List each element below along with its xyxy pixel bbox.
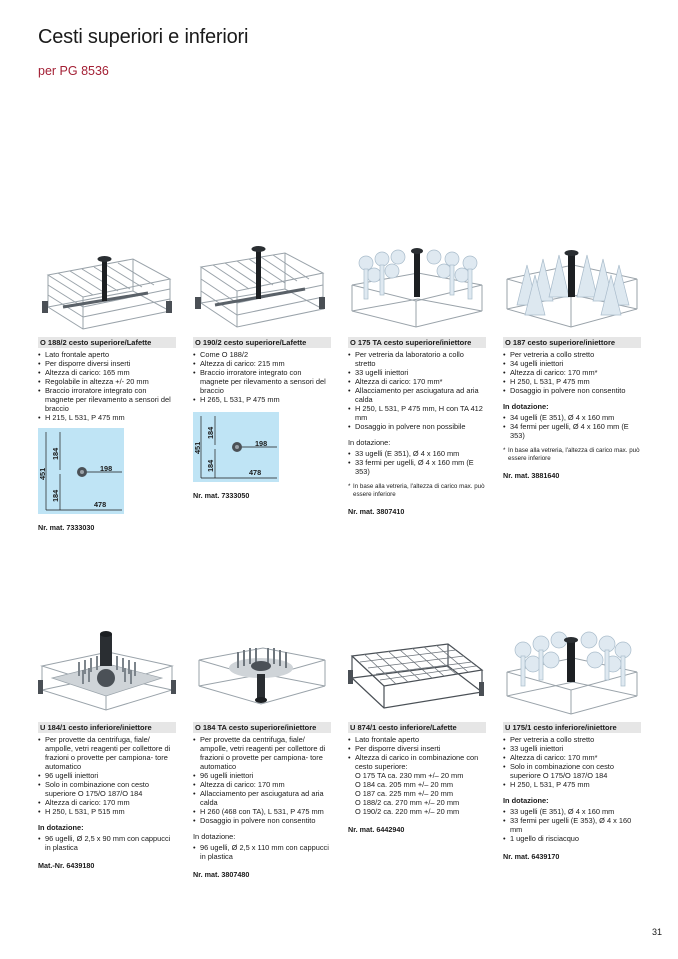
feature-item: • 34 ugelli iniettori xyxy=(503,359,641,368)
page-title: Cesti superiori e inferiori xyxy=(38,26,249,48)
feature-item: • Per provette da centrifuga, fiale/ ampolle, vetri reagenti per collettore di frazioni o provette per campiona- tore automatico xyxy=(38,735,176,771)
feature-list xyxy=(193,735,331,825)
feature-item: • Dosaggio in polvere non possibile xyxy=(348,422,486,431)
dotazione-item: • 96 ugelli, Ø 2,5 x 110 mm con cappucci in plastica xyxy=(193,843,331,861)
feature-item: • Altezza di carico in combinazione con cesto superiore: xyxy=(348,753,486,771)
dotazione-item: • 33 fermi per ugelli (E 353), Ø 4 x 160 mm xyxy=(503,816,641,834)
feature-item: • Solo in combinazione con cesto superiore O 175/O 187/O 184 xyxy=(503,762,641,780)
page-subtitle: per PG 8536 xyxy=(38,64,109,78)
dotazione-label: In dotazione: xyxy=(503,402,549,411)
basket-image-u175 xyxy=(503,630,641,718)
product-card-o175ta xyxy=(348,245,486,516)
dotazione-list xyxy=(193,843,331,861)
basket-image-o190 xyxy=(193,245,331,333)
product-card-o190 xyxy=(193,245,331,500)
feature-item: • 33 ugelli iniettori xyxy=(348,368,486,377)
footnote: * In base alla vetreria, l'altezza di carico max. può essere inferiore xyxy=(348,483,485,498)
feature-list xyxy=(38,350,176,422)
dotazione-label: In dotazione: xyxy=(193,832,236,841)
feature-item: • Altezza di carico: 170 mm* xyxy=(503,368,641,377)
footnote: * In base alla vetreria, l'altezza di carico max. può essere inferiore xyxy=(503,447,640,462)
card-heading: O 187 cesto superiore/iniettore xyxy=(503,337,641,348)
feature-item: • Braccio irroratore integrato con magnete per rilevamento a sensori del braccio xyxy=(193,368,331,395)
feature-item: • Altezza di carico: 170 mm xyxy=(38,798,176,807)
card-heading: O 190/2 cesto superiore/Lafette xyxy=(193,337,331,348)
feature-item: • Solo in combinazione con cesto superiore O 175/O 187/O 184 xyxy=(38,780,176,798)
dimension-diagram xyxy=(38,428,124,514)
feature-list xyxy=(503,735,641,789)
dimension-top: 184 xyxy=(206,426,215,439)
feature-subitem: O 188/2 ca. 270 mm +/– 20 mm xyxy=(355,798,460,807)
feature-item: • H 260 (468 con TA), L 531, P 475 mm xyxy=(193,807,331,816)
feature-list xyxy=(193,350,331,404)
feature-item: • Altezza di carico: 215 mm xyxy=(193,359,331,368)
dotazione-list xyxy=(503,413,641,440)
feature-item: • Regolabile in altezza +/- 20 mm xyxy=(38,377,176,386)
dotazione-label: In dotazione: xyxy=(38,823,84,832)
feature-item: • Altezza di carico: 170 mm* xyxy=(348,377,486,386)
dotazione-label: In dotazione: xyxy=(348,438,391,447)
feature-item: • Come O 188/2 xyxy=(193,350,331,359)
footnote-text: In base alla vetreria, l'altezza di carico max. può essere inferiore xyxy=(353,483,485,498)
feature-item: • 96 ugelli iniettori xyxy=(38,771,176,780)
dimension-right: 198 xyxy=(255,439,268,448)
dotazione-item: • 96 ugelli, Ø 2,5 x 90 mm con cappucci in plastica xyxy=(38,834,176,852)
feature-item: • Per vetreria a collo stretto xyxy=(503,735,641,744)
product-card-o187 xyxy=(503,245,641,480)
feature-item: • Braccio irroratore integrato con magnete per rilevamento a sensori del braccio xyxy=(38,386,176,413)
feature-item: • H 250, L 531, P 475 mm, H con TA 412 mm xyxy=(348,404,486,422)
dotazione-list xyxy=(348,449,486,476)
feature-subitem: O 187 ca. 225 mm +/– 20 mm xyxy=(355,789,453,798)
dotazione-item: • 33 fermi per ugelli, Ø 4 x 160 mm (E 353) xyxy=(348,458,486,476)
feature-item: • Lato frontale aperto xyxy=(38,350,176,359)
product-card-u874 xyxy=(348,630,486,834)
dotazione-item: • 33 ugelli (E 351), Ø 4 x 160 mm xyxy=(348,449,486,458)
feature-item: • Dosaggio in polvere non consentito xyxy=(193,816,331,825)
card-heading: U 184/1 cesto inferiore/iniettore xyxy=(38,722,176,733)
material-number: Nr. mat. 3807480 xyxy=(193,870,250,879)
dimension-top: 184 xyxy=(51,447,60,460)
feature-item: • Altezza di carico: 170 mm* xyxy=(503,753,641,762)
feature-item: • Altezza di carico: 165 mm xyxy=(38,368,176,377)
product-card-o184ta xyxy=(193,630,331,879)
basket-image-o175ta xyxy=(348,245,486,333)
dotazione-label: In dotazione: xyxy=(503,796,549,805)
feature-list xyxy=(348,350,486,431)
feature-item: • Allacciamento per asciugatura ad aria calda xyxy=(193,789,331,807)
feature-item: • H 215, L 531, P 475 mm xyxy=(38,413,176,422)
feature-item: • 96 ugelli iniettori xyxy=(193,771,331,780)
material-number: Nr. mat. 3881640 xyxy=(503,471,560,480)
material-number: Nr. mat. 3807410 xyxy=(348,507,405,516)
dimension-width: 478 xyxy=(94,500,107,509)
feature-item: • H 265, L 531, P 475 mm xyxy=(193,395,331,404)
feature-subitem: O 175 TA ca. 230 mm +/– 20 mm xyxy=(355,771,464,780)
card-heading: U 175/1 cesto inferiore/iniettore xyxy=(503,722,641,733)
product-card-o188 xyxy=(38,245,176,532)
dotazione-item: • 33 ugelli (E 351), Ø 4 x 160 mm xyxy=(503,807,641,816)
feature-subitem: O 184 ca. 205 mm +/– 20 mm xyxy=(355,780,453,789)
basket-image-u874 xyxy=(348,630,486,718)
feature-list xyxy=(38,735,176,816)
card-heading: U 874/1 cesto inferiore/Lafette xyxy=(348,722,486,733)
basket-image-o187 xyxy=(503,245,641,333)
feature-item: • Lato frontale aperto xyxy=(348,735,486,744)
dimension-right: 198 xyxy=(100,464,113,473)
dotazione-item: • 34 ugelli (E 351), Ø 4 x 160 mm xyxy=(503,413,641,422)
material-number: Mat.-Nr. 6439180 xyxy=(38,861,95,870)
dotazione-item: • 1 ugello di risciacquo xyxy=(503,834,641,843)
dimension-bottom: 184 xyxy=(206,459,215,472)
dotazione-list xyxy=(38,834,176,852)
feature-item: • Altezza di carico: 170 mm xyxy=(193,780,331,789)
feature-subitem: O 190/2 ca. 220 mm +/– 20 mm xyxy=(355,807,460,816)
feature-item: • Allacciamento per asciugatura ad aria calda xyxy=(348,386,486,404)
basket-image-o188 xyxy=(38,245,176,333)
feature-item: • Per disporre diversi inserti xyxy=(348,744,486,753)
material-number: Nr. mat. 7333050 xyxy=(193,491,250,500)
footnote-text: In base alla vetreria, l'altezza di carico max. può essere inferiore xyxy=(508,447,640,462)
dimension-width: 478 xyxy=(249,468,262,477)
feature-list xyxy=(503,350,641,395)
dotazione-list xyxy=(503,807,641,843)
product-card-u175 xyxy=(503,630,641,861)
material-number: Nr. mat. 6442940 xyxy=(348,825,405,834)
feature-item: • H 250, L 531, P 515 mm xyxy=(38,807,176,816)
dotazione-item: • 34 fermi per ugelli, Ø 4 x 160 mm (E 353) xyxy=(503,422,641,440)
feature-item: • Per disporre diversi inserti xyxy=(38,359,176,368)
material-number: Nr. mat. 7333030 xyxy=(38,523,95,532)
dimension-diagram xyxy=(193,412,279,482)
card-heading: O 188/2 cesto superiore/Lafette xyxy=(38,337,176,348)
feature-item: • Per vetreria da laboratorio a collo stretto xyxy=(348,350,486,368)
dimension-bottom: 184 xyxy=(51,489,60,502)
dimension-outer: 451 xyxy=(193,441,202,454)
feature-item: • Per vetreria a collo stretto xyxy=(503,350,641,359)
feature-item: • Per provette da centrifuga, fiale/ ampolle, vetri reagenti per collettore di frazioni o provette per campiona- tore automatico xyxy=(193,735,331,771)
material-number: Nr. mat. 6439170 xyxy=(503,852,560,861)
dimension-outer: 451 xyxy=(38,467,47,480)
product-card-u184 xyxy=(38,630,176,870)
card-heading: O 175 TA cesto superiore/iniettore xyxy=(348,337,486,348)
page-number: 31 xyxy=(651,927,662,937)
basket-image-u184 xyxy=(38,630,176,718)
card-heading: O 184 TA cesto superiore/iniettore xyxy=(193,722,331,733)
feature-item: • Dosaggio in polvere non consentito xyxy=(503,386,641,395)
feature-item: • 33 ugelli iniettori xyxy=(503,744,641,753)
feature-item: • H 250, L 531, P 475 mm xyxy=(503,780,641,789)
basket-image-o184ta xyxy=(193,630,331,718)
feature-item: • H 250, L 531, P 475 mm xyxy=(503,377,641,386)
feature-list xyxy=(348,735,486,816)
